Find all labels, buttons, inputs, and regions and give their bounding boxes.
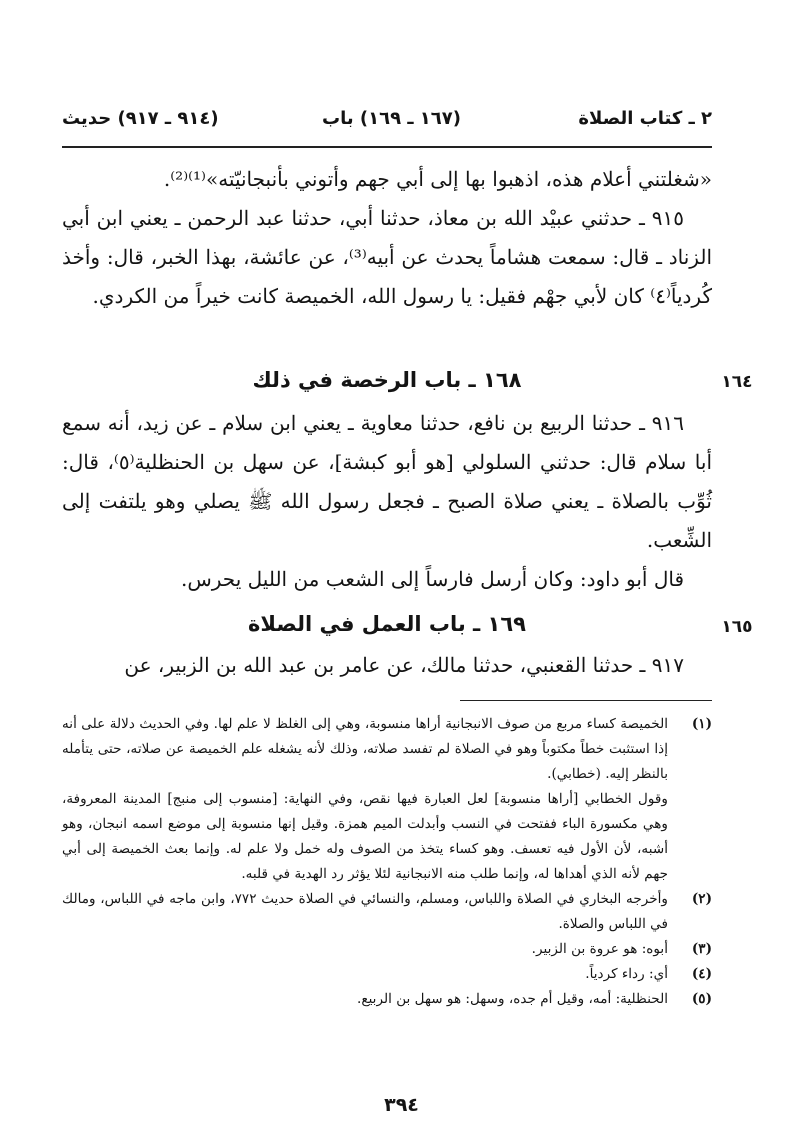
- page-number: ٣٩٤: [384, 1094, 419, 1116]
- text-block-2: [62, 404, 712, 599]
- footnote-text: وأخرجه البخاري في الصلاة واللباس، ومسلم، والنسائي في الصلاة حديث ٧٧٢، وابن ماجه في اللباس، ومالك في اللباس والصلاة.: [62, 891, 668, 932]
- footnote-5: [62, 987, 712, 1012]
- footnote-text: أبوه: هو عروة بن الزبير.: [531, 941, 668, 957]
- footnote-2: [62, 887, 712, 937]
- footnote-text: الحنظلية: أمه، وقيل أم جده، وسهل: هو سهل بن الربيع.: [357, 991, 668, 1007]
- footnote-number: (٥): [691, 991, 712, 1007]
- footnote-number: (٢): [691, 891, 712, 907]
- hadith-915: ٩١٥ ـ حدثني عبيْد الله بن معاذ، حدثنا أبي، حدثنا عبد الرحمن ـ يعني ابن أبي الزناد ـ قال: سمعت هشاماً يحدث عن أبيه⁽³⁾، عن عائشة، بهذا الخبر، قال: وأخذ كُردياً⁽٤⁾ كان لأبي جهْم فقيل: يا رسول الله، الخميصة كانت خيراً من الكردي.: [62, 206, 712, 308]
- footnote-separator: [460, 700, 712, 701]
- footnote-number: (١): [691, 716, 712, 732]
- abu-dawud-remark: قال أبو داود: وكان أرسل فارساً إلى الشعب من الليل يحرس.: [181, 567, 684, 591]
- footnote-number: (٤): [691, 966, 712, 982]
- header-rule: [62, 146, 712, 148]
- hadith-916: ٩١٦ ـ حدثنا الربيع بن نافع، حدثنا معاوية ـ يعني ابن سلام ـ عن زيد، أنه سمع أبا سلام قال: حدثني السلولي [هو أبو كبشة]، عن سهل بن الحنظلية⁽٥⁾، قال: ثُوِّب بالصلاة ـ يعني صلاة الصبح ـ فجعل رسول الله ﷺ يصلي وهو يلتفت إلى الشِّعب.: [62, 411, 712, 552]
- running-header: [62, 108, 712, 138]
- hadith-continuation: «شغلتني أعلام هذه، اذهبوا بها إلى أبي جهم وأتوني بأنبجانيّته»⁽¹⁾⁽²⁾.: [163, 167, 712, 191]
- footnote-text: الخميصة كساء مربع من صوف الانبجانية أراها منسوبة، وهي إلى الغلظ لا علم لها. وفي الحديث دلالة على أنه إذا استثبت خطاً مكتوباً وهو في الصلاة لم تفسد صلاته، وذلك لأنه يشغله علم الخميصة عن صلاته، حتى يتأمله بالنظر إليه. (خطابي).: [62, 716, 668, 782]
- footnotes: [62, 712, 712, 1012]
- chapter-heading-168: ١٦٨ ـ باب الرخصة في ذلك: [252, 368, 522, 392]
- footnote-1-continuation: وقول الخطابي [أراها منسوبة] لعل العبارة فيها نقص، وفي النهاية: [منسوب إلى منبج] المدينة المعروفة، وهي مكسورة الباء ففتحت في النسب وأبدلت الميم همزة. وقيل إنها منسوبة إلى موضع اسمه انبجان، وهو أشبه، لأن الأول فيه تعسف. وهو كساء يتخذ من الصوف وله خمل ولا علم له. وإنما بعث الخميصة إلى أبي جهم لأنه الذي أهداها له، وإنما طلب منه الانبجانية لئلا يؤثر رد الهدية في قلبه.: [62, 791, 668, 882]
- footnote-3: [62, 937, 712, 962]
- text-block-1: [62, 160, 712, 316]
- chapter-heading-169: ١٦٩ ـ باب العمل في الصلاة: [248, 612, 526, 636]
- header-book-title: ٢ ـ كتاب الصلاة: [578, 108, 712, 129]
- header-hadith-range: (٩١٤ ـ ٩١٧) حديث: [62, 108, 219, 129]
- text-block-3: [62, 646, 712, 685]
- margin-number-164: ١٦٤: [721, 372, 753, 392]
- header-chapter-range: (١٦٧ ـ ١٦٩) باب: [322, 108, 461, 129]
- footnote-number: (٣): [691, 941, 712, 957]
- hadith-917: ٩١٧ ـ حدثنا القعنبي، حدثنا مالك، عن عامر بن عبد الله بن الزبير، عن: [124, 653, 684, 677]
- footnote-text: أي: رداء كردياً.: [585, 966, 668, 982]
- margin-number-165: ١٦٥: [721, 617, 753, 637]
- footnote-1: [62, 712, 712, 787]
- footnote-4: [62, 962, 712, 987]
